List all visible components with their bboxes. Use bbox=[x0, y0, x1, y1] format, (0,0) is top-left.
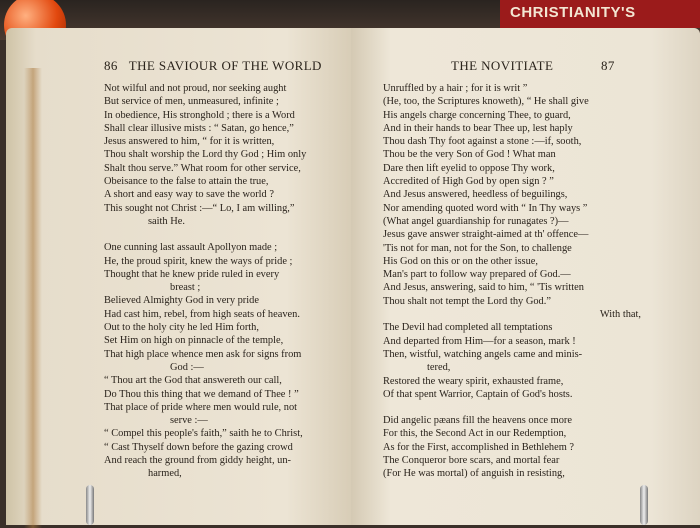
page-holder-clip-right bbox=[640, 485, 648, 525]
text-line: Obeisance to the false to attain the true, bbox=[104, 176, 269, 188]
text-line: For this, the Second Act in our Redemption, bbox=[383, 428, 567, 440]
text-line: Man's part to follow way prepared of God.— bbox=[383, 269, 571, 281]
text-line: “ Thou art the God that answereth our call, bbox=[104, 375, 282, 387]
text-line: His God on this or on the other issue, bbox=[383, 255, 538, 267]
text-line: breast ; bbox=[170, 282, 201, 294]
text-line: Had cast him, rebel, from high seats of heaven. bbox=[104, 308, 300, 320]
text-line: His angels charge concerning Thee, to guard, bbox=[383, 109, 571, 121]
left-running-head: THE SAVIOUR OF THE WORLD bbox=[128, 58, 322, 73]
text-line: Of that spent Warrior, Captain of God's hosts. bbox=[383, 388, 573, 400]
text-line: With that, bbox=[599, 309, 641, 321]
text-line: This sought not Christ :—“ Lo, I am willing,” bbox=[104, 202, 295, 214]
right-page-number: 87 bbox=[601, 58, 615, 73]
text-line: The Devil had completed all temptations bbox=[383, 322, 553, 334]
text-line: He, the proud spirit, knew the ways of pride ; bbox=[104, 255, 293, 267]
text-line: In obedience, His stronghold ; there is a Word bbox=[104, 109, 295, 121]
background-red-book: CHRISTIANITY'S bbox=[500, 0, 700, 28]
text-line: Unruffled by a hair ; for it is writ ” bbox=[383, 83, 528, 94]
text-line: God :— bbox=[170, 361, 204, 373]
text-line: Nor amending quoted word with “ In Thy ways ” bbox=[383, 202, 588, 214]
text-line: One cunning last assault Apollyon made ; bbox=[104, 242, 278, 254]
text-line: (He, too, the Scriptures knoweth), “ He shall give bbox=[383, 96, 589, 108]
text-line: 'Tis not for man, not for the Son, to challenge bbox=[383, 242, 572, 254]
text-line: Thou be the very Son of God ! What man bbox=[383, 149, 556, 161]
text-line: Shall clear illusive mists : “ Satan, go hence,” bbox=[104, 122, 294, 134]
text-line: Then, wistful, watching angels came and minis- bbox=[383, 348, 583, 360]
text-line: That high place whence men ask for signs from bbox=[104, 348, 302, 360]
text-line: Dare then lift eyelid to oppose Thy work, bbox=[383, 162, 555, 174]
text-line: That place of pride where men would rule, not bbox=[104, 401, 298, 413]
text-line: Thou shalt not tempt the Lord thy God.” bbox=[383, 295, 551, 307]
text-line: tered, bbox=[427, 362, 451, 374]
text-line: Not wilful and not proud, nor seeking aught bbox=[104, 83, 287, 94]
left-page bbox=[6, 28, 351, 525]
open-book bbox=[6, 28, 700, 525]
text-line: And in their hands to bear Thee up, lest haply bbox=[383, 122, 573, 134]
page-holder-clip-left bbox=[86, 485, 94, 525]
text-line: Did angelic pæans fill the heavens once more bbox=[383, 415, 572, 427]
text-line: saith He. bbox=[148, 215, 185, 227]
text-line: Believed Almighty God in very pride bbox=[104, 295, 259, 307]
text-line: And Jesus answered, heedless of beguilings, bbox=[383, 189, 568, 201]
text-line: Set Him on high on pinnacle of the temple, bbox=[104, 335, 284, 347]
text-line: And departed from Him—for a season, mark ! bbox=[383, 335, 576, 347]
text-line: serve :— bbox=[170, 415, 208, 427]
text-line: The Conqueror bore scars, and mortal fear bbox=[383, 455, 560, 467]
text-line: But service of men, unmeasured, infinite ; bbox=[104, 96, 279, 108]
text-line: Thought that he knew pride ruled in every bbox=[104, 268, 280, 280]
text-line bbox=[383, 401, 645, 414]
right-page-number-wrap bbox=[601, 58, 615, 74]
right-running-head: THE NOVITIATE bbox=[451, 58, 554, 73]
text-line: Thou dash Thy foot against a stone :—if, sooth, bbox=[383, 136, 582, 148]
text-line: “ Cast Thyself down before the gazing crowd bbox=[104, 441, 293, 453]
right-page-text bbox=[383, 82, 645, 481]
page-edge-stain bbox=[24, 68, 42, 528]
text-line: As for the First, accomplished in Bethlehem ? bbox=[383, 441, 575, 453]
text-line: Do Thou this thing that we demand of Thee ! ” bbox=[104, 388, 299, 400]
text-line: Thou shalt worship the Lord thy God ; Him only bbox=[104, 149, 307, 161]
text-line: Restored the weary spirit, exhausted frame, bbox=[383, 375, 564, 387]
left-page-text bbox=[104, 82, 334, 481]
text-line bbox=[104, 228, 334, 241]
text-line: “ Compel this people's faith,” saith he to Christ, bbox=[104, 428, 303, 440]
text-line: (For He was mortal) of anguish in resisting, bbox=[383, 468, 565, 480]
text-line: Shalt thou serve.” What room for other service, bbox=[104, 162, 301, 174]
text-line: Jesus gave answer straight-aimed at th' offence— bbox=[383, 229, 589, 241]
right-page-header bbox=[451, 58, 553, 74]
text-line: A short and easy way to save the world ? bbox=[104, 189, 274, 201]
right-page bbox=[351, 28, 700, 525]
text-line: And Jesus, answering, said to him, “ 'Tis written bbox=[383, 282, 584, 294]
text-line: Jesus answered to him, “ for it is written, bbox=[104, 136, 275, 148]
text-line: Out to the holy city he led Him forth, bbox=[104, 322, 259, 334]
text-line: (What angel guardianship for runagates ?)— bbox=[383, 215, 569, 227]
left-page-number: 86 bbox=[104, 58, 118, 73]
text-line: harmed, bbox=[148, 468, 182, 480]
text-line: Accredited of High God by open sign ? ” bbox=[383, 176, 554, 188]
text-line: And reach the ground from giddy height, un- bbox=[104, 455, 291, 467]
left-page-header bbox=[104, 58, 322, 74]
